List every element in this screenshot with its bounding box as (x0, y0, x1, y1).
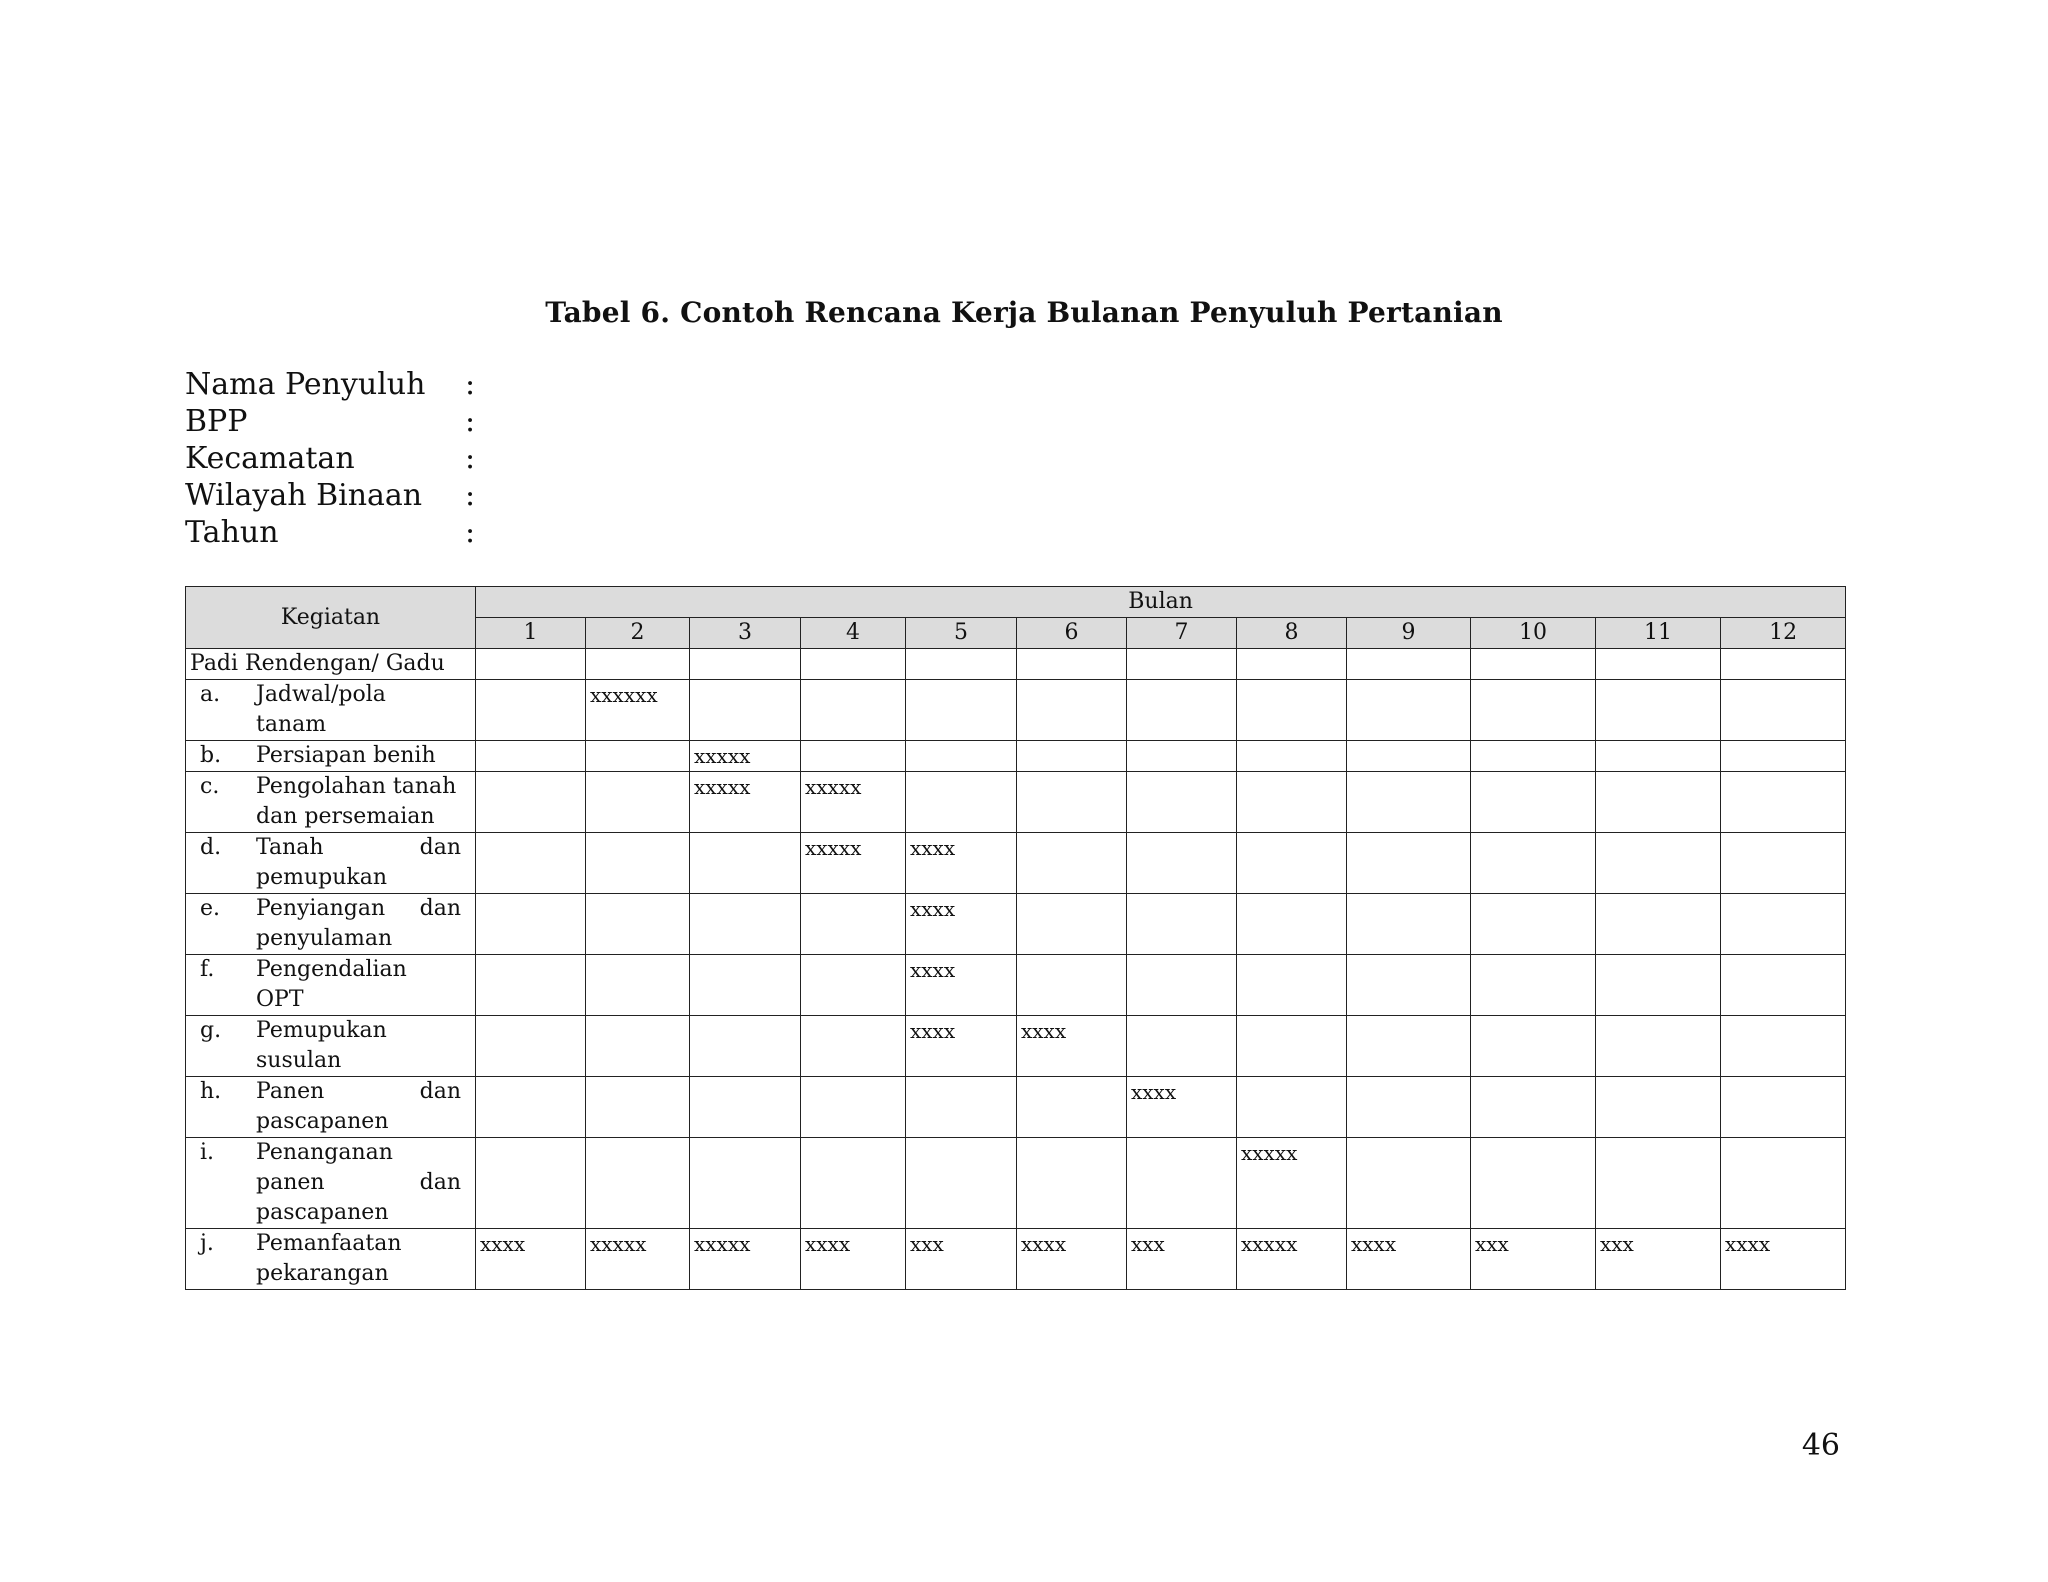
activity-letter: d. (200, 835, 222, 860)
schedule-cell (1721, 772, 1846, 833)
header-month: 11 (1596, 618, 1721, 649)
activity-letter: c. (200, 774, 220, 799)
schedule-cell (1347, 833, 1471, 894)
schedule-cell: xxxxx (586, 1229, 690, 1290)
schedule-cell (1596, 741, 1721, 772)
schedule-cell (476, 741, 586, 772)
schedule-cell (476, 1016, 586, 1077)
table-row (186, 955, 1846, 1016)
table-row (186, 741, 1846, 772)
header-bulan: Bulan (476, 587, 1846, 618)
activity-text: pascapanen (256, 1109, 389, 1134)
field-colon: : (465, 404, 476, 439)
schedule-cell (1237, 1016, 1347, 1077)
schedule-cell (690, 894, 801, 955)
schedule-cell (476, 894, 586, 955)
activity-letter: a. (200, 682, 221, 707)
schedule-cell (1596, 1016, 1721, 1077)
schedule-cell (1471, 955, 1596, 1016)
schedule-cell (1347, 680, 1471, 741)
page-number: 46 (1801, 1428, 1840, 1463)
schedule-cell (906, 741, 1017, 772)
table-row (186, 1138, 1846, 1229)
table-cell (1017, 649, 1127, 680)
schedule-cell (1471, 741, 1596, 772)
table-row (186, 833, 1846, 894)
schedule-cell (801, 894, 906, 955)
activity-text: Pemupukan (256, 1018, 387, 1043)
schedule-cell: xxxxx (1237, 1229, 1347, 1290)
header-month: 2 (586, 618, 690, 649)
table-cell (1596, 649, 1721, 680)
header-month: 7 (1127, 618, 1237, 649)
schedule-cell (1471, 772, 1596, 833)
schedule-cell (1017, 1138, 1127, 1229)
schedule-cell: xxxx (1127, 1077, 1237, 1138)
schedule-cell (1596, 833, 1721, 894)
schedule-cell (801, 1138, 906, 1229)
schedule-cell (1721, 894, 1846, 955)
activity-text: Jadwal/pola (256, 682, 386, 707)
activity-text: pascapanen (256, 1200, 389, 1225)
field-label: Wilayah Binaan (185, 478, 423, 513)
activity-letter: j. (200, 1231, 214, 1256)
schedule-cell (1237, 741, 1347, 772)
field-label: Kecamatan (185, 441, 355, 476)
schedule-cell (586, 894, 690, 955)
schedule-cell (906, 680, 1017, 741)
table-row (186, 894, 1846, 955)
schedule-cell (1017, 955, 1127, 1016)
field-colon: : (465, 478, 476, 513)
schedule-cell (1471, 680, 1596, 741)
schedule-cell (906, 772, 1017, 833)
header-month: 12 (1721, 618, 1846, 649)
schedule-cell (1127, 1016, 1237, 1077)
header-month: 1 (476, 618, 586, 649)
activity-cell (186, 772, 476, 833)
schedule-cell (1237, 680, 1347, 741)
table-cell (1471, 649, 1596, 680)
schedule-cell: xxxx (906, 894, 1017, 955)
schedule-cell (1347, 1138, 1471, 1229)
schedule-cell (1127, 680, 1237, 741)
activity-text: susulan (256, 1048, 342, 1073)
schedule-cell (690, 1138, 801, 1229)
header-month: 9 (1347, 618, 1471, 649)
schedule-cell (1347, 955, 1471, 1016)
table-cell (801, 649, 906, 680)
field-label: BPP (185, 404, 248, 439)
schedule-cell (586, 955, 690, 1016)
schedule-cell (1721, 680, 1846, 741)
schedule-cell (801, 680, 906, 741)
schedule-cell (476, 680, 586, 741)
table-cell (1721, 649, 1846, 680)
table-row (186, 772, 1846, 833)
schedule-cell (1347, 894, 1471, 955)
schedule-cell: xxxxx (690, 1229, 801, 1290)
schedule-cell: xxxxxx (586, 680, 690, 741)
activity-letter: b. (200, 743, 222, 768)
form-fields (185, 366, 485, 551)
schedule-cell (1127, 955, 1237, 1016)
schedule-cell (586, 1016, 690, 1077)
table-row (186, 1229, 1846, 1290)
schedule-cell (801, 1077, 906, 1138)
schedule-cell (586, 1138, 690, 1229)
field-nama-penyuluh (185, 366, 485, 403)
field-bpp (185, 403, 485, 440)
schedule-cell (1721, 1077, 1846, 1138)
monthly-plan-table (185, 586, 1846, 1290)
activity-text: pekarangan (256, 1261, 389, 1286)
table-cell (476, 649, 586, 680)
schedule-cell (476, 772, 586, 833)
schedule-cell (1017, 680, 1127, 741)
schedule-cell (1237, 833, 1347, 894)
header-month: 3 (690, 618, 801, 649)
activity-cell (186, 741, 476, 772)
schedule-cell (690, 833, 801, 894)
table-cell (1127, 649, 1237, 680)
group-row (186, 649, 1846, 680)
schedule-cell (801, 741, 906, 772)
header-kegiatan: Kegiatan (186, 587, 476, 649)
activity-text: Persiapan benih (256, 743, 436, 768)
activity-letter: f. (200, 957, 215, 982)
schedule-cell (586, 833, 690, 894)
schedule-cell: xxxx (1347, 1229, 1471, 1290)
table-cell (1237, 649, 1347, 680)
table-cell (586, 649, 690, 680)
activity-letter: g. (200, 1018, 222, 1043)
schedule-cell: xxxx (1017, 1016, 1127, 1077)
schedule-cell: xxx (1127, 1229, 1237, 1290)
schedule-cell (1721, 741, 1846, 772)
schedule-cell (906, 1077, 1017, 1138)
schedule-cell (1596, 955, 1721, 1016)
schedule-cell (1721, 955, 1846, 1016)
schedule-cell (801, 1016, 906, 1077)
schedule-cell (1721, 1138, 1846, 1229)
schedule-cell (1017, 772, 1127, 833)
activity-cell (186, 1229, 476, 1290)
schedule-cell (1127, 1138, 1237, 1229)
schedule-cell (1127, 894, 1237, 955)
table-row (186, 680, 1846, 741)
schedule-cell (1347, 1016, 1471, 1077)
schedule-cell: xxxx (476, 1229, 586, 1290)
header-month: 4 (801, 618, 906, 649)
table-row (186, 1077, 1846, 1138)
activity-cell (186, 680, 476, 741)
schedule-cell: xxxx (1017, 1229, 1127, 1290)
schedule-cell: xxxxx (690, 772, 801, 833)
header-month: 5 (906, 618, 1017, 649)
schedule-cell (476, 1077, 586, 1138)
activity-text: Pemanfaatan (256, 1231, 402, 1256)
schedule-cell (1347, 1077, 1471, 1138)
schedule-cell (476, 833, 586, 894)
table-row (186, 1016, 1846, 1077)
field-colon: : (465, 515, 476, 550)
schedule-cell (690, 1016, 801, 1077)
schedule-cell (1127, 772, 1237, 833)
schedule-cell: xxxx (906, 1016, 1017, 1077)
schedule-cell (586, 1077, 690, 1138)
activity-text: Pengolahan tanah (256, 774, 457, 799)
schedule-cell: xxxxx (690, 741, 801, 772)
schedule-cell (1127, 741, 1237, 772)
activity-cell (186, 833, 476, 894)
schedule-cell (1721, 833, 1846, 894)
schedule-cell (1347, 772, 1471, 833)
table-cell (690, 649, 801, 680)
schedule-cell (1471, 1077, 1596, 1138)
schedule-cell (906, 1138, 1017, 1229)
schedule-cell (1237, 894, 1347, 955)
activity-text: Panen dan (256, 1079, 461, 1104)
schedule-cell (1237, 772, 1347, 833)
activity-text: dan persemaian (256, 804, 435, 829)
activity-letter: i. (200, 1140, 215, 1165)
schedule-cell (690, 680, 801, 741)
header-month: 6 (1017, 618, 1127, 649)
activity-letter: h. (200, 1079, 222, 1104)
schedule-cell: xxxx (1721, 1229, 1846, 1290)
schedule-cell (690, 955, 801, 1016)
schedule-cell (1596, 894, 1721, 955)
schedule-cell (1471, 1016, 1596, 1077)
schedule-cell (1596, 1077, 1721, 1138)
table-cell (1347, 649, 1471, 680)
header-month: 10 (1471, 618, 1596, 649)
schedule-cell: xxxx (801, 1229, 906, 1290)
field-label: Tahun (185, 515, 279, 550)
field-colon: : (465, 441, 476, 476)
field-colon: : (465, 367, 476, 402)
schedule-cell: xxxxx (1237, 1138, 1347, 1229)
activity-cell (186, 894, 476, 955)
schedule-cell (476, 955, 586, 1016)
schedule-cell (1471, 1138, 1596, 1229)
schedule-cell: xxxx (906, 955, 1017, 1016)
activity-text: penyulaman (256, 926, 393, 951)
activity-text: Penyiangan dan (256, 896, 461, 921)
activity-cell (186, 1138, 476, 1229)
activity-text: tanam (256, 712, 327, 737)
schedule-cell (1721, 1016, 1846, 1077)
group-label: Padi Rendengan/ Gadu (186, 649, 476, 680)
schedule-cell: xxxxx (801, 772, 906, 833)
schedule-cell (1596, 680, 1721, 741)
field-kecamatan (185, 440, 485, 477)
activity-text: pemupukan (256, 865, 388, 890)
schedule-cell: xxxxx (801, 833, 906, 894)
schedule-cell: xxx (906, 1229, 1017, 1290)
schedule-cell (1237, 1077, 1347, 1138)
schedule-cell (690, 1077, 801, 1138)
schedule-cell (1596, 772, 1721, 833)
activity-cell (186, 955, 476, 1016)
schedule-cell: xxx (1596, 1229, 1721, 1290)
field-wilayah-binaan (185, 477, 485, 514)
schedule-cell: xxx (1471, 1229, 1596, 1290)
schedule-cell (1347, 741, 1471, 772)
activity-text: panen dan (256, 1170, 461, 1195)
activity-letter: e. (200, 896, 221, 921)
field-label: Nama Penyuluh (185, 367, 426, 402)
schedule-cell (1237, 955, 1347, 1016)
schedule-cell (1471, 833, 1596, 894)
header-month: 8 (1237, 618, 1347, 649)
schedule-cell (476, 1138, 586, 1229)
table-title: Tabel 6. Contoh Rencana Kerja Bulanan Penyuluh Pertanian (545, 296, 1503, 329)
schedule-cell (586, 772, 690, 833)
schedule-cell (1596, 1138, 1721, 1229)
activity-cell (186, 1077, 476, 1138)
schedule-cell (1471, 894, 1596, 955)
header-row-1 (186, 587, 1846, 618)
table-cell (906, 649, 1017, 680)
schedule-cell: xxxx (906, 833, 1017, 894)
schedule-cell (801, 955, 906, 1016)
schedule-cell (1017, 894, 1127, 955)
schedule-cell (1017, 1077, 1127, 1138)
schedule-cell (1017, 741, 1127, 772)
schedule-cell (1017, 833, 1127, 894)
schedule-cell (1127, 833, 1237, 894)
field-tahun (185, 514, 485, 551)
activity-text: Tanah dan (256, 835, 461, 860)
activity-text: Penanganan (256, 1140, 393, 1165)
schedule-cell (586, 741, 690, 772)
activity-text: Pengendalian OPT (256, 957, 407, 1012)
activity-cell (186, 1016, 476, 1077)
